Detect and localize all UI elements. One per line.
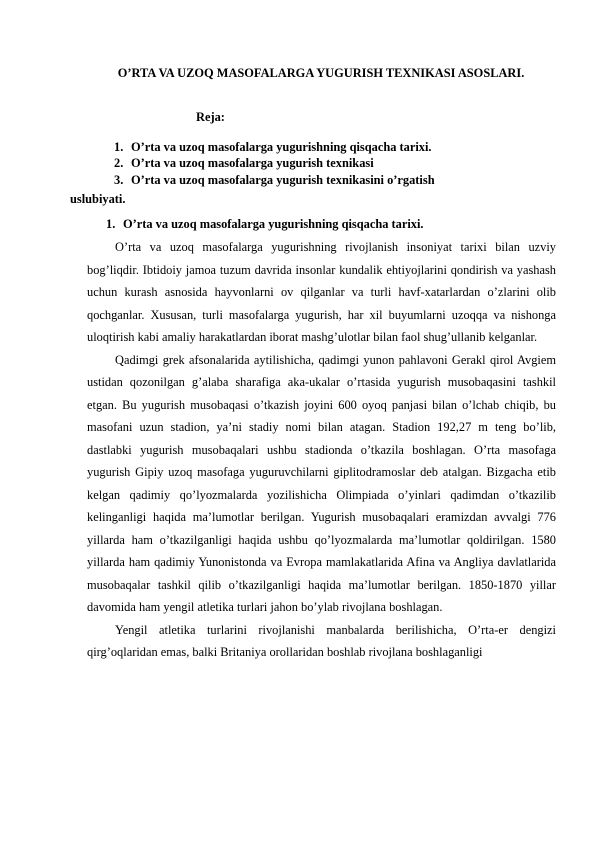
body-text <box>87 236 556 664</box>
plan-heading: Reja: <box>196 110 225 124</box>
section-heading <box>106 217 424 232</box>
plan-item-text: O’rta va uzoq masofalarga yugurish texnikasini o’rgatish <box>131 172 435 187</box>
plan-item-number: 2. <box>114 156 124 171</box>
plan-item <box>114 139 435 155</box>
section-title: O’rta va uzoq masofalarga yugurishning qisqacha tarixi. <box>123 217 424 231</box>
document-title: O’RTA VA UZOQ MASOFALARGA YUGURISH TEXNIKASI ASOSLARI. <box>117 66 525 80</box>
plan-item-text: O’rta va uzoq masofalarga yugurishning qisqacha tarixi. <box>131 140 432 154</box>
paragraph: Qadimgi grek afsonalarida aytilishicha, qadimgi yunon pahlavoni Gerakl qirol Avgiem ustidan qozonilgan g’alaba sharafiga aka-ukalar o’rtasida yugurish musobaqasini tashkil etgan. Bu yugurish musobaqasi o’tkazish joyini 600 oyoq panjasi bilan o’lchab chiqib, bu masofani uzun stadion, ya’ni stadiy nomi bilan atagan. Stadion 192,27 m teng bo’lib, dastlabki yugurish musobaqalari ushbu stadionda o’tkazila boshlagan. O’rta masofaga yugurish Gipiy uzoq masofaga yuguruvchilarni giplitodramoslar deb atalgan. Bizgacha etib kelgan qadimiy qo’lyozmalarda yozilishicha Olimpiada o’yinlari qadimdan o’tkazilib kelinganligi haqida ma’lumotlar berilgan. Yugurish musobaqalari eramizdan avvalgi 776 yillarda ham o’tkazilganligi haqida ushbu qo’lyozmalarda ma’lumotlar qoldirilgan. 1580 yillarda ham qadimiy Yunonistonda va Evropa mamlakatlarida Afina va Angliya davlatlarida musobaqalar tashkil qilib o’tkazilganligi haqida ma’lumotlar berilgan. 1850-1870 yillar davomida ham yengil atletika turlari jahon bo’ylab rivojlana boshlagan. <box>87 352 556 614</box>
paragraph: O’rta va uzoq masofalarga yugurishning rivojlanish insoniyat tarixi bilan uzviy bog’liqdir. Ibtidoiy jamoa tuzum davrida insonlar kundalik ehtiyojlarini qondirish va yashash uchun kurash asnosida hayvonlarni ov qilganlar va turli havf-xatarlardan o’zlarini olib qochganlar. Xususan, turli masofalarga yugurish, har xil buyumlarni uzoqqa va nishonga uloqtirish kabi amaliy harakatlardan iborat mashg’ulotlar bilan faol shug’ullanib kelganlar. <box>87 240 556 344</box>
plan-item-number: 1. <box>114 140 124 154</box>
plan-list <box>114 139 435 188</box>
plan-item-number: 3. <box>114 172 124 187</box>
section-number: 1. <box>106 217 116 231</box>
plan-item <box>114 155 435 171</box>
paragraph: Yengil atletika turlarini rivojlanishi manbalarda berilishicha, O’rta-er dengizi qirg’oqlaridan emas, balki Britaniya orollaridan boshlab rivojlana boshlaganligi <box>87 622 556 659</box>
plan-item-text: O’rta va uzoq masofalarga yugurish texnikasi <box>131 156 374 171</box>
plan-item-continuation: uslubiyati. <box>70 192 126 206</box>
plan-item <box>114 172 435 188</box>
